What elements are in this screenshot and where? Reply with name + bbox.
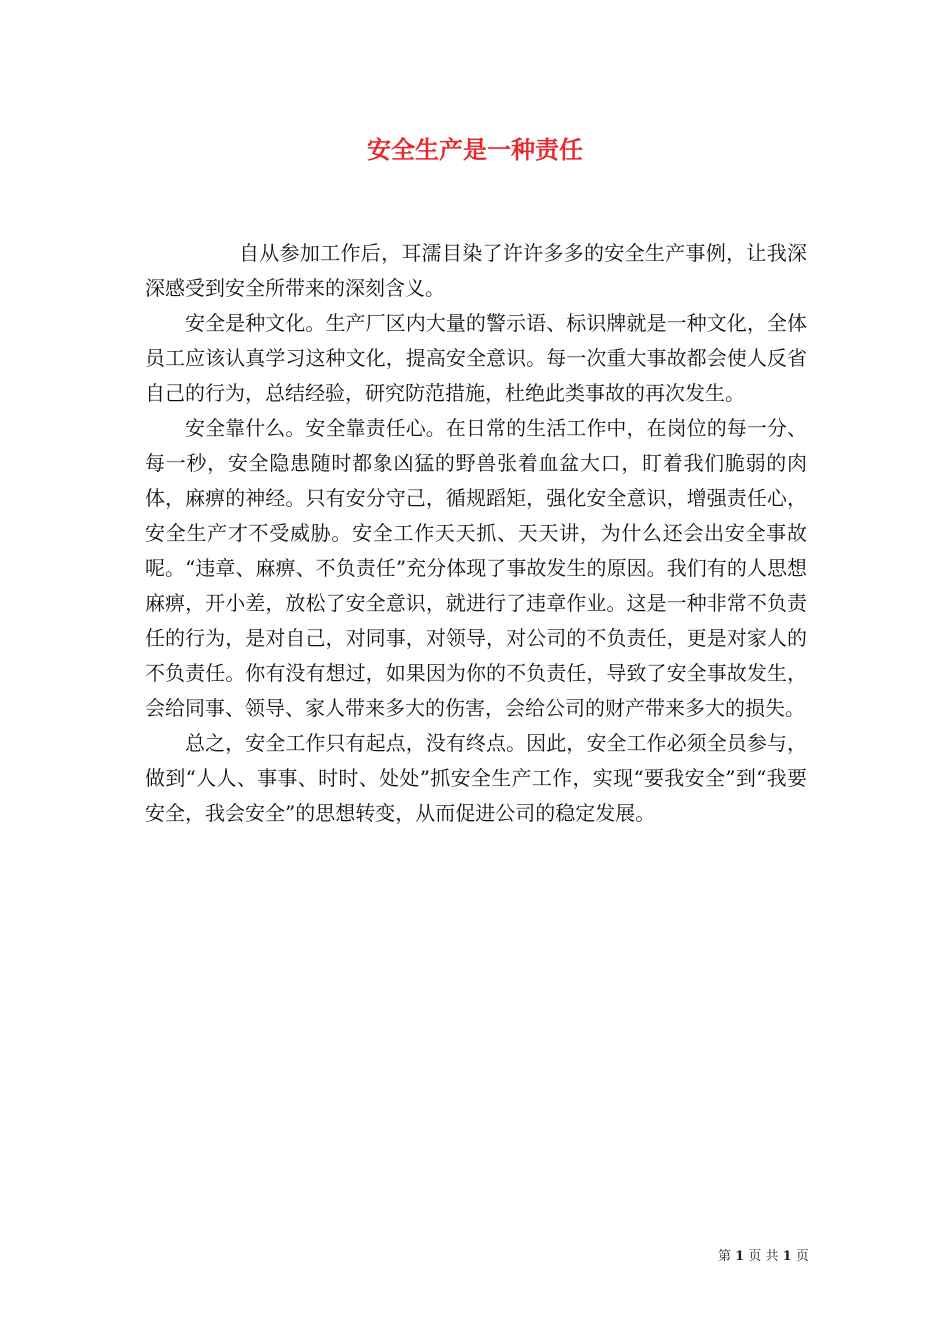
footer-current-page: 1 [735, 1249, 745, 1264]
document-title: 安全生产是一种责任 [367, 135, 583, 164]
footer-prefix: 第 [718, 1249, 732, 1264]
paragraph-2: 安全是种文化。生产厂区内大量的警示语、标识牌就是一种文化，全体员工应该认真学习这种文化，提高安全意识。每一次重大事故都会使人反省自己的行为，总结经验，研究防范措施，杜绝此类事故的再次发生。 [145, 311, 807, 405]
paragraph-1: 自从参加工作后，耳濡目染了许许多多的安全生产事例，让我深深感受到安全所带来的深刻含义。 [145, 241, 807, 300]
document-body [145, 236, 807, 831]
paragraph-4: 总之，安全工作只有起点，没有终点。因此，安全工作必须全员参与，做到“人人、事事、时时、处处”抓安全生产工作，实现“要我安全”到“我要安全，我会安全”的思想转变，从而促进公司的稳定发展。 [145, 731, 807, 825]
footer-suffix: 页 [795, 1249, 809, 1264]
page-footer [718, 1248, 838, 1266]
footer-total-pages: 1 [782, 1249, 792, 1264]
paragraph-3: 安全靠什么。安全靠责任心。在日常的生活工作中，在岗位的每一分、每一秒，安全隐患随时都象凶猛的野兽张着血盆大口，盯着我们脆弱的肉体，麻痹的神经。只有安分守己，循规蹈矩，强化安全意识，增强责任心，安全生产才不受威胁。安全工作天天抓、天天讲，为什么还会出安全事故呢。“违章、麻痹、不负责任”充分体现了事故发生的原因。我们有的人思想麻痹，开小差，放松了安全意识，就进行了违章作业。这是一种非常不负责任的行为，是对自己，对同事，对领导，对公司的不负责任，更是对家人的不负责任。你有没有想过，如果因为你的不负责任，导致了安全事故发生，会给同事、领导、家人带来多大的伤害，会给公司的财产带来多大的损失。 [145, 416, 807, 720]
footer-middle: 页 共 [748, 1249, 779, 1264]
